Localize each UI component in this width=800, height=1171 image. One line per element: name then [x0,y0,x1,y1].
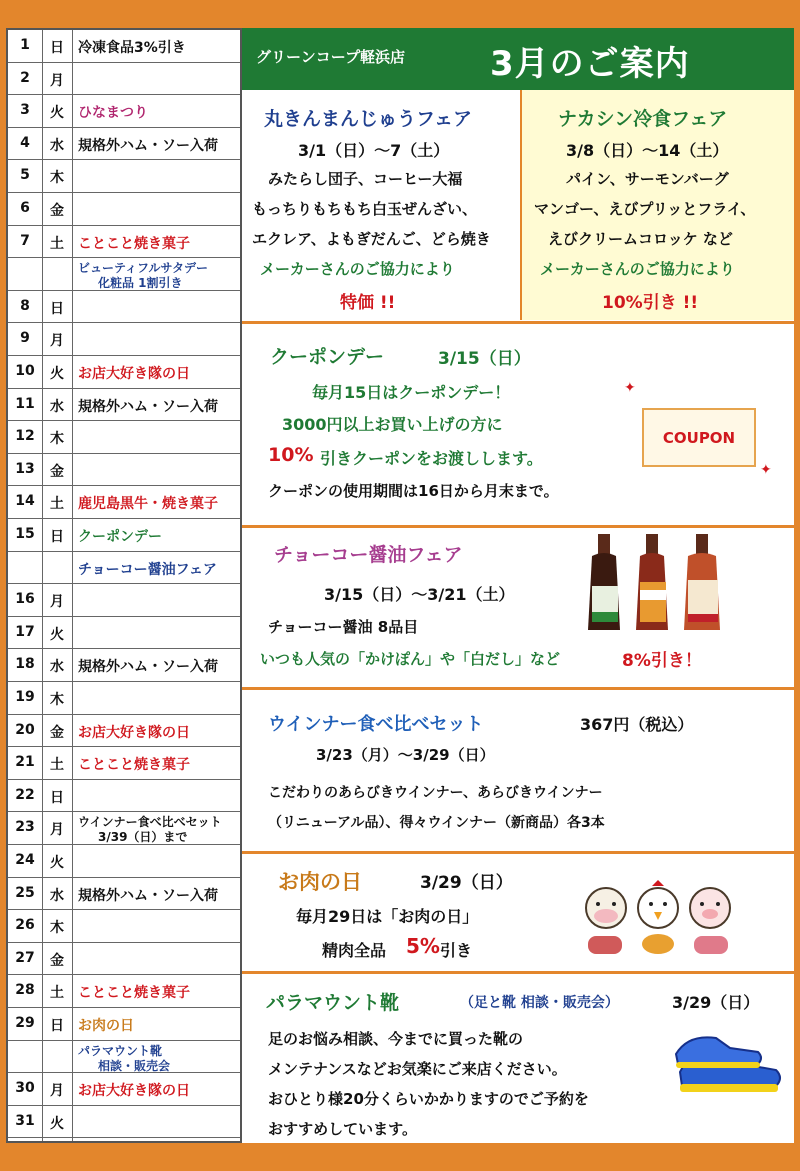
calendar-weekday: 木 [50,170,64,187]
calendar-row [8,1106,240,1139]
page-title: 3月のご案内 [490,44,690,84]
meat-day-date: 3/29（日） [420,873,513,893]
calendar-weekday: 土 [50,235,64,252]
coupon-badge [642,408,756,467]
calendar-weekday: 月 [50,822,64,839]
calendar-row [8,747,240,780]
calendar-event: お店大好き隊の日 [78,724,190,741]
calendar-row [8,1073,240,1106]
calendar-event: 規格外ハム・ソー入荷 [78,137,218,154]
calendar-day-number: 13 [15,460,35,477]
calendar-day-number: 30 [15,1080,35,1097]
calendar-day-number: 21 [15,754,35,771]
calendar-day-number: 4 [20,134,30,151]
calendar-weekday: 日 [50,300,64,317]
calendar-weekday: 土 [50,985,64,1002]
calendar-row [8,519,240,552]
calendar-day-number: 16 [15,591,35,608]
meat-day-title: お肉の日 [278,870,362,894]
manjyu-line-4: メーカーさんのご協力により [260,260,455,278]
manjyu-line-3: エクレア、よもぎだんご、どら焼き [252,230,491,248]
calendar-row [8,258,240,291]
calendar-row [8,975,240,1008]
bottle-icon [684,534,720,630]
calendar-row [8,323,240,356]
calendar-day-number: 25 [15,884,35,901]
calendar-day-number: 5 [20,167,30,184]
calendar-event: お店大好き隊の日 [78,1083,190,1100]
nakashin-line-2: マンゴー、えびプリッとフライ、 [534,200,756,218]
manjyu-line-2: もっちりもちもち白玉ぜんざい、 [252,200,478,218]
soy-sauce-bottles-illustration [584,534,734,636]
calendar-weekday: 火 [50,105,64,122]
calendar-day-number: 29 [15,1015,35,1031]
calendar-day-number: 11 [15,395,35,412]
calendar-row [8,95,240,128]
calendar-weekday: 水 [50,887,64,904]
calendar-weekday: 金 [50,463,64,480]
calendar-event: 冷凍食品3%引き [78,40,186,56]
manjyu-title: 丸きんまんじゅうフェア [264,108,473,130]
calendar-event-detail: 3/39（日）まで [98,830,188,845]
calendar-row [8,617,240,650]
calendar-day-number: 2 [20,69,30,86]
coupon-date: 3/15（日） [438,349,531,369]
calendar-row [8,943,240,976]
paramount-title: パラマウント靴 [266,992,400,1014]
calendar-weekday: 金 [50,952,64,969]
calendar-event: ことこと焼き菓子 [78,235,190,252]
calendar-event: お店大好き隊の日 [78,366,190,382]
calendar-row [8,845,240,878]
calendar-row [8,682,240,715]
shoes-illustration [672,1034,790,1108]
header-banner [242,28,794,90]
coupon-line-2: 3000円以上お買い上げの方に [282,415,503,434]
meat-day-discount: 5% [406,934,440,958]
choko-line-1: チョーコー醤油 8品目 [268,618,419,636]
calendar-weekday: 火 [50,1115,64,1132]
chicken-icon [638,880,678,954]
calendar-day-number: 3 [20,102,30,119]
calendar [6,28,242,1143]
calendar-row [8,486,240,519]
paramount-line-3: おひとり様20分くらいかかりますのでご予約を [268,1090,589,1108]
calendar-day-number: 24 [15,852,35,868]
calendar-weekday: 木 [50,920,64,937]
calendar-event: ウインナー食べ比べセット [78,815,222,830]
calendar-day-number: 19 [15,689,35,705]
meat-day-line-2a: 精肉全品 [322,941,387,960]
nakashin-price: 10%引き !! [602,293,699,313]
calendar-weekday: 日 [50,1018,64,1034]
calendar-event: ことこと焼き菓子 [78,757,190,774]
paramount-date: 3/29（日） [672,993,760,1012]
choko-discount: 8%引き！ [622,651,702,671]
calendar-weekday: 土 [50,757,64,774]
calendar-event: 鹿児島黒牛・焼き菓子 [78,496,218,513]
calendar-weekday: 日 [50,789,64,806]
calendar-row [8,1041,240,1074]
calendar-row [8,63,240,96]
bottle-icon [636,534,668,630]
meat-day-line-1: 毎月29日は「お肉の日」 [296,907,479,926]
calendar-weekday: 月 [50,594,64,611]
manjyu-fair-panel [242,90,518,320]
nakashin-line-3: えびクリームコロッケ など [548,230,733,248]
calendar-day-number: 1 [20,37,30,53]
calendar-row [8,356,240,389]
calendar-event: 規格外ハム・ソー入荷 [78,887,218,904]
calendar-row [8,780,240,813]
sparkle-icon: ✦ [624,380,636,396]
nakashin-line-1: パイン、サーモンバーグ [566,170,729,188]
calendar-weekday: 月 [50,1083,64,1100]
calendar-day-number: 6 [20,200,30,216]
choko-dates: 3/15（日）～3/21（土） [324,585,515,604]
calendar-day-number: 17 [15,623,35,640]
paramount-subtitle: （足と靴 相談・販売会） [460,995,619,1011]
calendar-weekday: 金 [50,203,64,219]
main-panel [242,28,794,1143]
calendar-weekday: 火 [50,626,64,643]
calendar-row [8,715,240,748]
calendar-event-detail: 化粧品 1割引き [98,276,183,291]
wiener-line-2: （リニューアル品）、得々ウインナー（新商品）各3本 [268,815,605,831]
animals-illustration [578,878,738,962]
shoe-icon [676,1037,761,1068]
nakashin-line-4: メーカーさんのご協力により [540,260,735,278]
calendar-event: クーポンデー [78,529,162,545]
manjyu-dates: 3/1（日）～7（土） [298,141,450,160]
pig-icon [690,888,730,954]
calendar-weekday: 水 [50,659,64,676]
calendar-weekday: 日 [50,40,64,56]
manjyu-line-1: みたらし団子、コーヒー大福 [268,170,463,188]
calendar-day-number: 26 [15,917,35,934]
calendar-weekday: 金 [50,724,64,741]
calendar-weekday: 火 [50,855,64,871]
calendar-day-number: 22 [15,786,35,803]
calendar-row [8,193,240,226]
sparkle-icon: ✦ [760,462,772,478]
calendar-row [8,649,240,682]
calendar-weekday: 木 [50,431,64,448]
wiener-line-1: こだわりのあらびきウインナー、あらびきウインナー [268,785,603,801]
calendar-weekday: 土 [50,496,64,513]
calendar-day-number: 10 [15,363,35,379]
calendar-day-number: 28 [15,982,35,999]
calendar-weekday: 月 [50,333,64,350]
calendar-day-number: 15 [15,526,35,542]
calendar-weekday: 日 [50,529,64,545]
calendar-row [8,552,240,585]
wiener-title: ウインナー食べ比べセット [268,714,484,735]
calendar-row [8,160,240,193]
choko-title: チョーコー醤油フェア [274,544,463,566]
coupon-badge-label: COUPON [662,428,736,447]
paramount-line-4: おすすめしています。 [268,1120,417,1138]
calendar-day-number: 31 [15,1112,35,1129]
wiener-price: 367円（税込） [580,715,694,734]
calendar-weekday: 火 [50,366,64,382]
coupon-discount: 10% [268,444,314,466]
wiener-dates: 3/23（月）～3/29（日） [316,746,495,764]
calendar-day-number: 14 [15,493,35,510]
calendar-day-number: 12 [15,428,35,445]
calendar-event: ビューティフルサタデー [78,261,208,276]
calendar-weekday: 月 [50,72,64,89]
wiener-set-panel [242,690,794,850]
calendar-event: パラマウント靴 [78,1043,163,1058]
bottle-icon [588,534,620,630]
coupon-line-4: クーポンの使用期間は16日から月末まで。 [268,482,559,500]
calendar-row [8,128,240,161]
calendar-row [8,291,240,324]
paramount-line-2: メンテナンスなどお気楽にご来店ください。 [268,1060,567,1078]
calendar-event-detail: 相談・販売会 [98,1058,171,1073]
calendar-row [8,389,240,422]
calendar-event: チョーコー醤油フェア [78,561,217,578]
paramount-line-1: 足のお悩み相談、今までに買った靴の [268,1030,524,1048]
calendar-row [8,878,240,911]
nakashin-title: ナカシン冷食フェア [558,108,728,130]
choko-line-2: いつも人気の「かけぽん」や「白だし」など [260,650,561,668]
calendar-event: 規格外ハム・ソー入荷 [78,659,218,676]
calendar-event: ひなまつり [78,105,148,122]
calendar-row [8,30,240,63]
calendar-row [8,812,240,845]
nakashin-fair-panel [520,90,794,320]
manjyu-price: 特価 !! [340,293,396,313]
calendar-day-number: 8 [20,297,30,314]
calendar-day-number: 20 [15,721,35,738]
calendar-event: ことこと焼き菓子 [78,985,190,1002]
nakashin-dates: 3/8（日）～14（土） [566,141,729,160]
coupon-line-1: 毎月15日はクーポンデー！ [312,383,511,402]
calendar-day-number: 27 [15,949,35,966]
calendar-weekday: 水 [50,398,64,415]
calendar-row [8,226,240,259]
calendar-day-number: 7 [20,232,30,249]
calendar-weekday: 木 [50,692,64,708]
calendar-row [8,584,240,617]
calendar-day-number: 9 [20,330,30,347]
cow-icon [586,888,626,954]
calendar-event: お肉の日 [78,1018,134,1034]
calendar-row [8,454,240,487]
coupon-line-3: 引きクーポンをお渡しします。 [320,449,543,468]
meat-day-line-2c: 引き [440,941,473,960]
calendar-row [8,421,240,454]
calendar-day-number: 23 [15,819,35,836]
calendar-weekday: 水 [50,137,64,154]
store-name: グリーンコープ軽浜店 [256,48,405,66]
calendar-row [8,1008,240,1041]
coupon-title: クーポンデー [270,346,385,368]
calendar-event: 規格外ハム・ソー入荷 [78,398,218,415]
calendar-row [8,910,240,943]
calendar-day-number: 18 [15,656,35,673]
